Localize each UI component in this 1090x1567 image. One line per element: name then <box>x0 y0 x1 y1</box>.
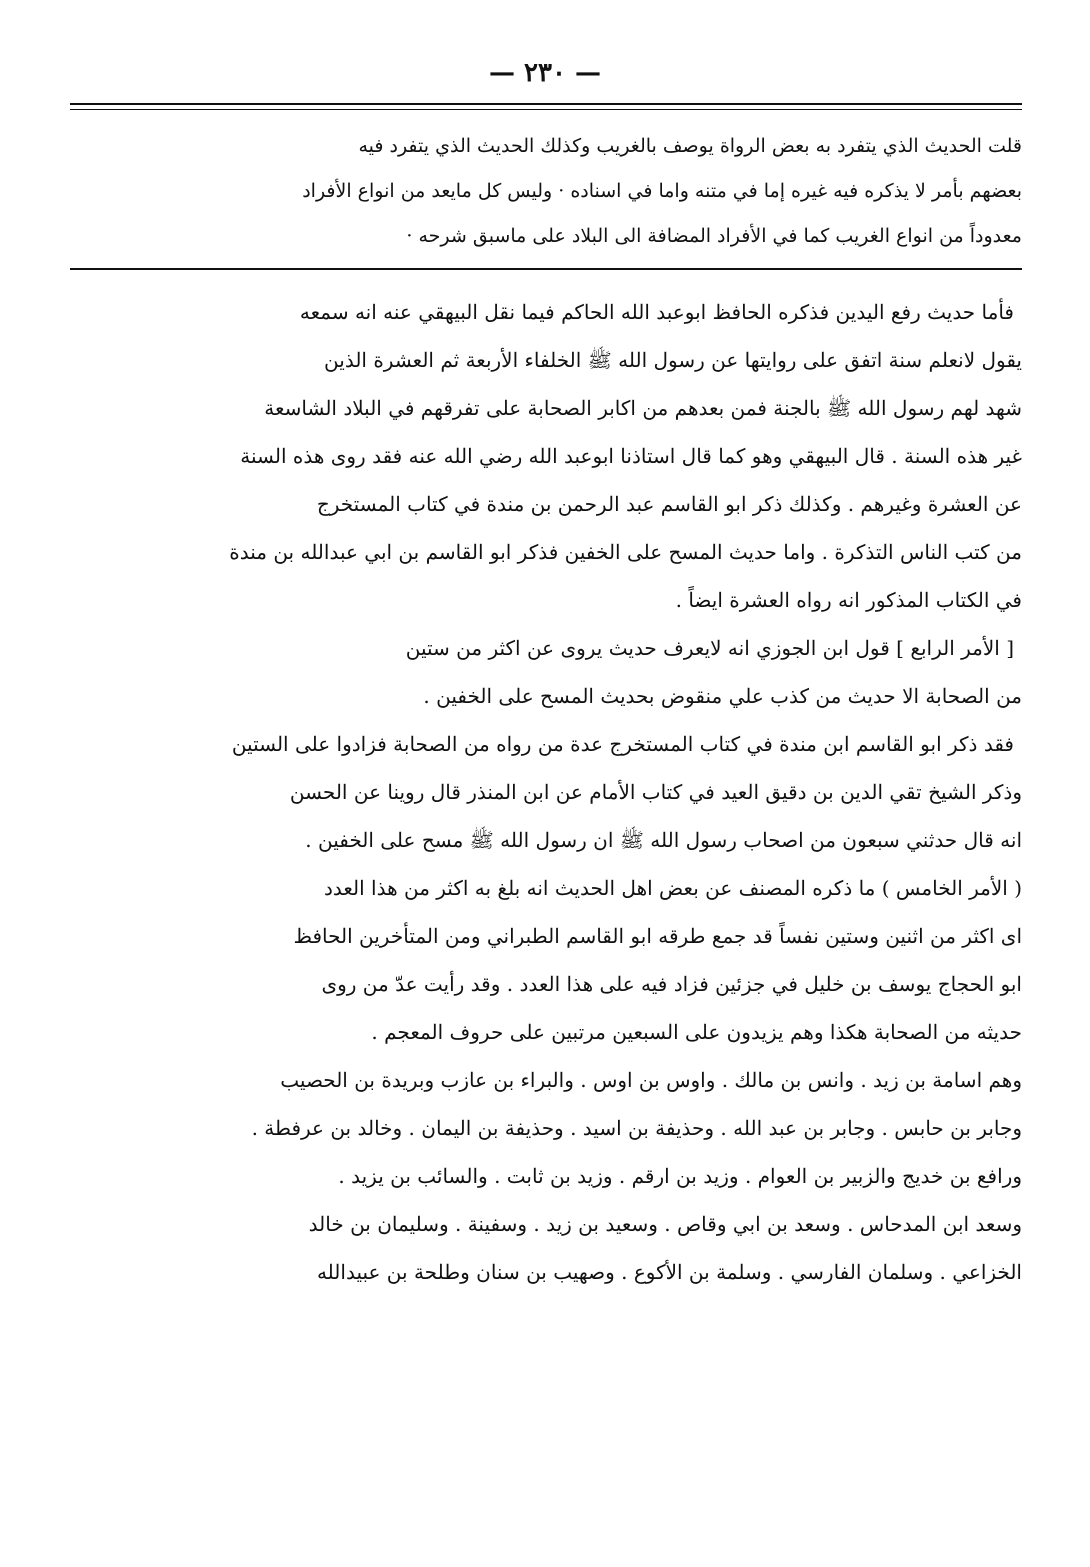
text-line: انه قال حدثني سبعون من اصحاب رسول الله ﷺ ان رسول الله ﷺ مسح على الخفين . <box>305 828 1022 852</box>
text-line: من كتب الناس التذكرة . واما حديث المسح على الخفين فذكر ابو القاسم بن ابي عبدالله بن مندة <box>229 540 1022 564</box>
footnote-line: بعضهم بأمر لا يذكره فيه غيره إما في متنه واما في اسناده · وليس كل مايعد من انواع الأفراد <box>302 180 1022 202</box>
text-line: ورافع بن خديج والزبير بن العوام . وزيد بن ارقم . وزيد بن ثابت . والسائب بن يزيد . <box>338 1164 1022 1188</box>
text-line: وذكر الشيخ تقي الدين بن دقيق العيد في كتاب الأمام عن ابن المنذر قال روينا عن الحسن <box>289 780 1022 804</box>
text-line: وسعد ابن المدحاس . وسعد بن ابي وقاص . وسعيد بن زيد . وسفينة . وسليمان بن خالد <box>308 1212 1022 1236</box>
footnote-separator-rule <box>70 268 1022 270</box>
main-text-block <box>68 288 1022 1296</box>
text-line: غير هذه السنة . قال البيهقي وهو كما قال استاذنا ابوعبد الله رضي الله عنه فقد روى هذه السنة <box>240 444 1022 468</box>
footnote-line: قلت الحديث الذي يتفرد به بعض الرواة يوصف بالغريب وكذلك الحديث الذي يتفرد فيه <box>358 135 1022 157</box>
page-number: — ٢٣٠ — <box>488 58 602 88</box>
header-rule-thin <box>70 109 1022 110</box>
text-line: ( الأمر الخامس ) ما ذكره المصنف عن بعض اهل الحديث انه بلغ به اكثر من هذا العدد <box>323 876 1022 900</box>
text-line: عن العشرة وغيرهم . وكذلك ذكر ابو القاسم عبد الرحمن بن مندة في كتاب المستخرج <box>316 492 1022 516</box>
text-line: ابو الحجاج يوسف بن خليل في جزئين فزاد فيه على هذا العدد . وقد رأيت عدّ من روى <box>321 972 1022 996</box>
text-line: يقول لانعلم سنة اتفق على روايتها عن رسول الله ﷺ الخلفاء الأربعة ثم العشرة الذين <box>324 348 1022 372</box>
footnote-line: معدوداً من انواع الغريب كما في الأفراد المضافة الى البلاد على ماسبق شرحه · <box>406 225 1022 247</box>
footnote-block <box>68 124 1022 259</box>
text-line: فأما حديث رفع اليدين فذكره الحافظ ابوعبد الله الحاكم فيما نقل البيهقي عنه انه سمعه <box>299 300 1014 324</box>
text-line: في الكتاب المذكور انه رواه العشرة ايضاً . <box>675 588 1022 612</box>
text-line: الخزاعي . وسلمان الفارسي . وسلمة بن الأكوع . وصهيب بن سنان وطلحة بن عبيدالله <box>316 1260 1022 1284</box>
text-line: شهد لهم رسول الله ﷺ بالجنة فمن بعدهم من اكابر الصحابة على تفرقهم في البلاد الشاسعة <box>264 396 1022 420</box>
text-line: اى اكثر من اثنين وستين نفساً قد جمع طرقه ابو القاسم الطبراني ومن المتأخرين الحافظ <box>293 924 1022 948</box>
text-line: حديثه من الصحابة هكذا وهم يزيدون على السبعين مرتبين على حروف المعجم . <box>371 1020 1022 1044</box>
text-line: فقد ذكر ابو القاسم ابن مندة في كتاب المستخرج عدة من رواه من الصحابة فزادوا على الستين <box>231 732 1014 756</box>
header-rule <box>70 103 1022 105</box>
text-line: وهم اسامة بن زيد . وانس بن مالك . واوس بن اوس . والبراء بن عازب وبريدة بن الحصيب <box>280 1068 1022 1092</box>
text-line: من الصحابة الا حديث من كذب علي منقوض بحديث المسح على الخفين . <box>423 684 1022 708</box>
text-line: [ الأمر الرابع ] قول ابن الجوزي انه لايعرف حديث يروى عن اكثر من ستين <box>405 636 1014 660</box>
text-line: وجابر بن حابس . وجابر بن عبد الله . وحذيفة بن اسيد . وحذيفة بن اليمان . وخالد بن عرفطة . <box>251 1116 1022 1140</box>
